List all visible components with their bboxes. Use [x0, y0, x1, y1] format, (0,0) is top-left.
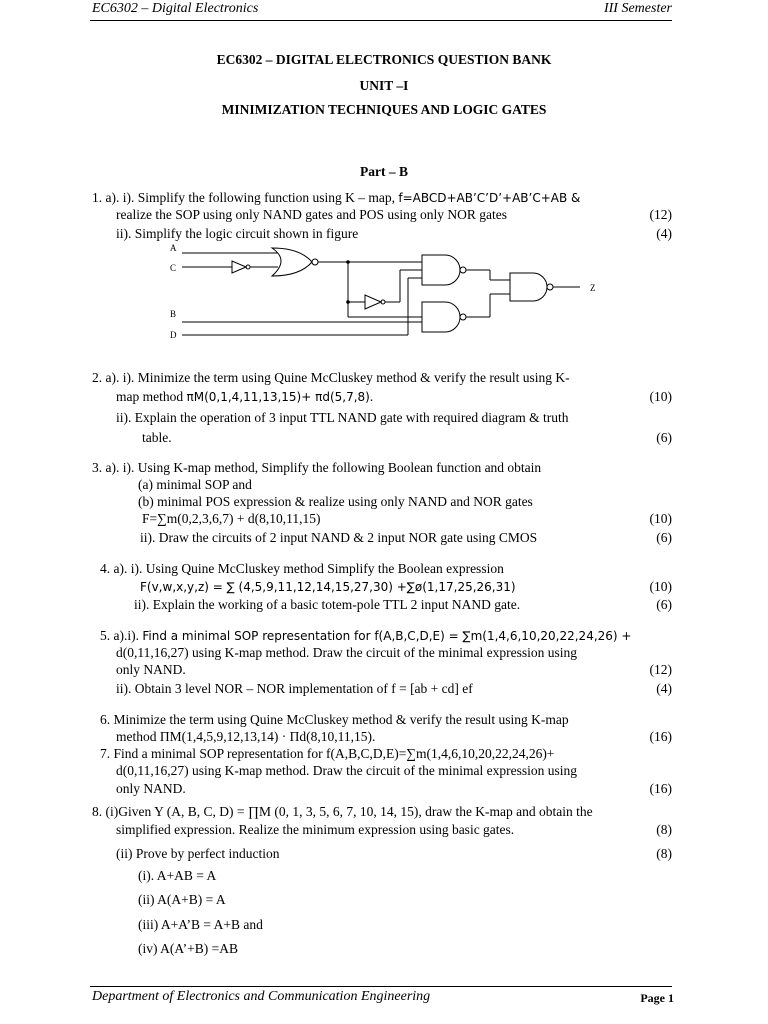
q2-marks-10: (10) — [649, 389, 672, 404]
input-d-label: D — [170, 330, 177, 340]
page-header — [0, 0, 768, 22]
unit-subtitle: MINIMIZATION TECHNIQUES AND LOGIC GATES — [221, 102, 547, 117]
q5-line2: d(0,11,16,27) using K-map method. Draw the circuit of the minimal expression using — [116, 645, 578, 660]
page-number: Page 1 — [640, 991, 674, 1005]
q5-line4: ii). Obtain 3 level NOR – NOR implementation of f = [ab + cd] ef — [116, 681, 473, 696]
q6-line2: method ΠM(1,4,5,9,12,13,14) · Πd(8,10,11,15). — [116, 729, 376, 744]
q3-marks-6: (6) — [656, 530, 672, 545]
q3-marks-10: (10) — [649, 511, 672, 526]
q6-marks-16: (16) — [649, 729, 672, 744]
q7-line3: only NAND. — [116, 781, 186, 796]
output-z-label: Z — [590, 283, 596, 293]
header-course: EC6302 – Digital Electronics — [92, 1, 259, 16]
q8-item-4: (iv) A(A’+B) =AB — [138, 941, 238, 956]
q8-line3: (ii) Prove by perfect induction — [116, 846, 280, 861]
q1-marks-12: (12) — [649, 207, 672, 222]
q5-line3: only NAND. — [116, 662, 186, 677]
input-a-label: A — [170, 243, 177, 253]
q2-marks-6: (6) — [656, 430, 672, 445]
q8-item-3: (iii) A+A’B = A+B and — [138, 917, 263, 932]
q2-line4: table. — [142, 430, 172, 445]
q8-marks-8b: (8) — [656, 846, 672, 861]
input-b-label: B — [170, 309, 177, 319]
q2-line1: 2. a). i). Minimize the term using Quine McCluskey method & verify the result using K- — [92, 370, 570, 385]
unit-title: UNIT –I — [359, 78, 409, 93]
q8-line1: 8. (i)Given Y (A, B, C, D) = ∏M (0, 1, 3, 5, 6, 7, 10, 14, 15), draw the K-map and obtain the — [92, 804, 593, 819]
q3-line2: (a) minimal SOP and — [138, 477, 252, 492]
q2-line3: ii). Explain the operation of 3 input TTL NAND gate with required diagram & truth — [116, 410, 569, 425]
q5-marks-12: (12) — [649, 662, 672, 677]
q3-line5: ii). Draw the circuits of 2 input NAND & 2 input NOR gate using CMOS — [140, 530, 538, 545]
input-c-label: C — [170, 263, 177, 273]
q8-marks-8a: (8) — [656, 822, 672, 837]
q6-line1: 6. Minimize the term using Quine McCluskey method & verify the result using K-map — [100, 712, 569, 727]
q7-line1: 7. Find a minimal SOP representation for f(A,B,C,D,E)=∑m(1,4,6,10,20,22,24,26)+ — [100, 746, 555, 761]
footer-department: Department of Electronics and Communication Engineering — [92, 989, 431, 1004]
q8-item-2: (ii) A(A+B) = A — [138, 892, 226, 907]
q5-marks-4: (4) — [656, 681, 672, 696]
doc-title: EC6302 – DIGITAL ELECTRONICS QUESTION BANK — [216, 52, 552, 67]
q4-line2: F(v,w,x,y,z) = ∑ (4,5,9,11,12,14,15,27,30) +∑ø(1,17,25,26,31) — [140, 580, 516, 594]
q7-line2: d(0,11,16,27) using K-map method. Draw the circuit of the minimal expression using — [116, 763, 578, 778]
q7-marks-16: (16) — [649, 781, 672, 796]
q8-line2: simplified expression. Realize the minimum expression using basic gates. — [116, 822, 515, 837]
logic-circuit-diagram — [160, 240, 610, 345]
q4-line1: 4. a). i). Using Quine McCluskey method Simplify the Boolean expression — [100, 561, 504, 576]
footer-rule — [90, 986, 672, 987]
q3-line3: (b) minimal POS expression & realize using only NAND and NOR gates — [138, 494, 533, 509]
q8-item-1: (i). A+AB = A — [138, 868, 217, 883]
q4-marks-6: (6) — [656, 597, 672, 612]
header-rule — [90, 20, 672, 21]
q3-line1: 3. a). i). Using K-map method, Simplify the following Boolean function and obtain — [92, 460, 542, 475]
q5-line1: 5. a).i). Find a minimal SOP representation for f(A,B,C,D,E) = ∑m(1,4,6,10,20,22,24,26) + — [100, 628, 632, 643]
q3-line4: F=∑m(0,2,3,6,7) + d(8,10,11,15) — [142, 511, 321, 526]
header-semester: III Semester — [603, 1, 672, 16]
q1-marks-4: (4) — [656, 226, 672, 241]
q4-marks-10: (10) — [649, 579, 672, 594]
q4-line3: ii). Explain the working of a basic totem-pole TTL 2 input NAND gate. — [134, 597, 521, 612]
q1-line1: 1. a). i). Simplify the following function using K – map, f=ABCD+AB’C’D’+AB’C+AB & — [92, 190, 581, 205]
part-heading: Part – B — [360, 164, 408, 179]
q2-line2: map method πM(0,1,4,11,13,15)+ πd(5,7,8). — [116, 389, 374, 404]
q1-line2: realize the SOP using only NAND gates and POS using only NOR gates — [116, 207, 507, 222]
q1-line3: ii). Simplify the logic circuit shown in figure — [116, 226, 359, 241]
